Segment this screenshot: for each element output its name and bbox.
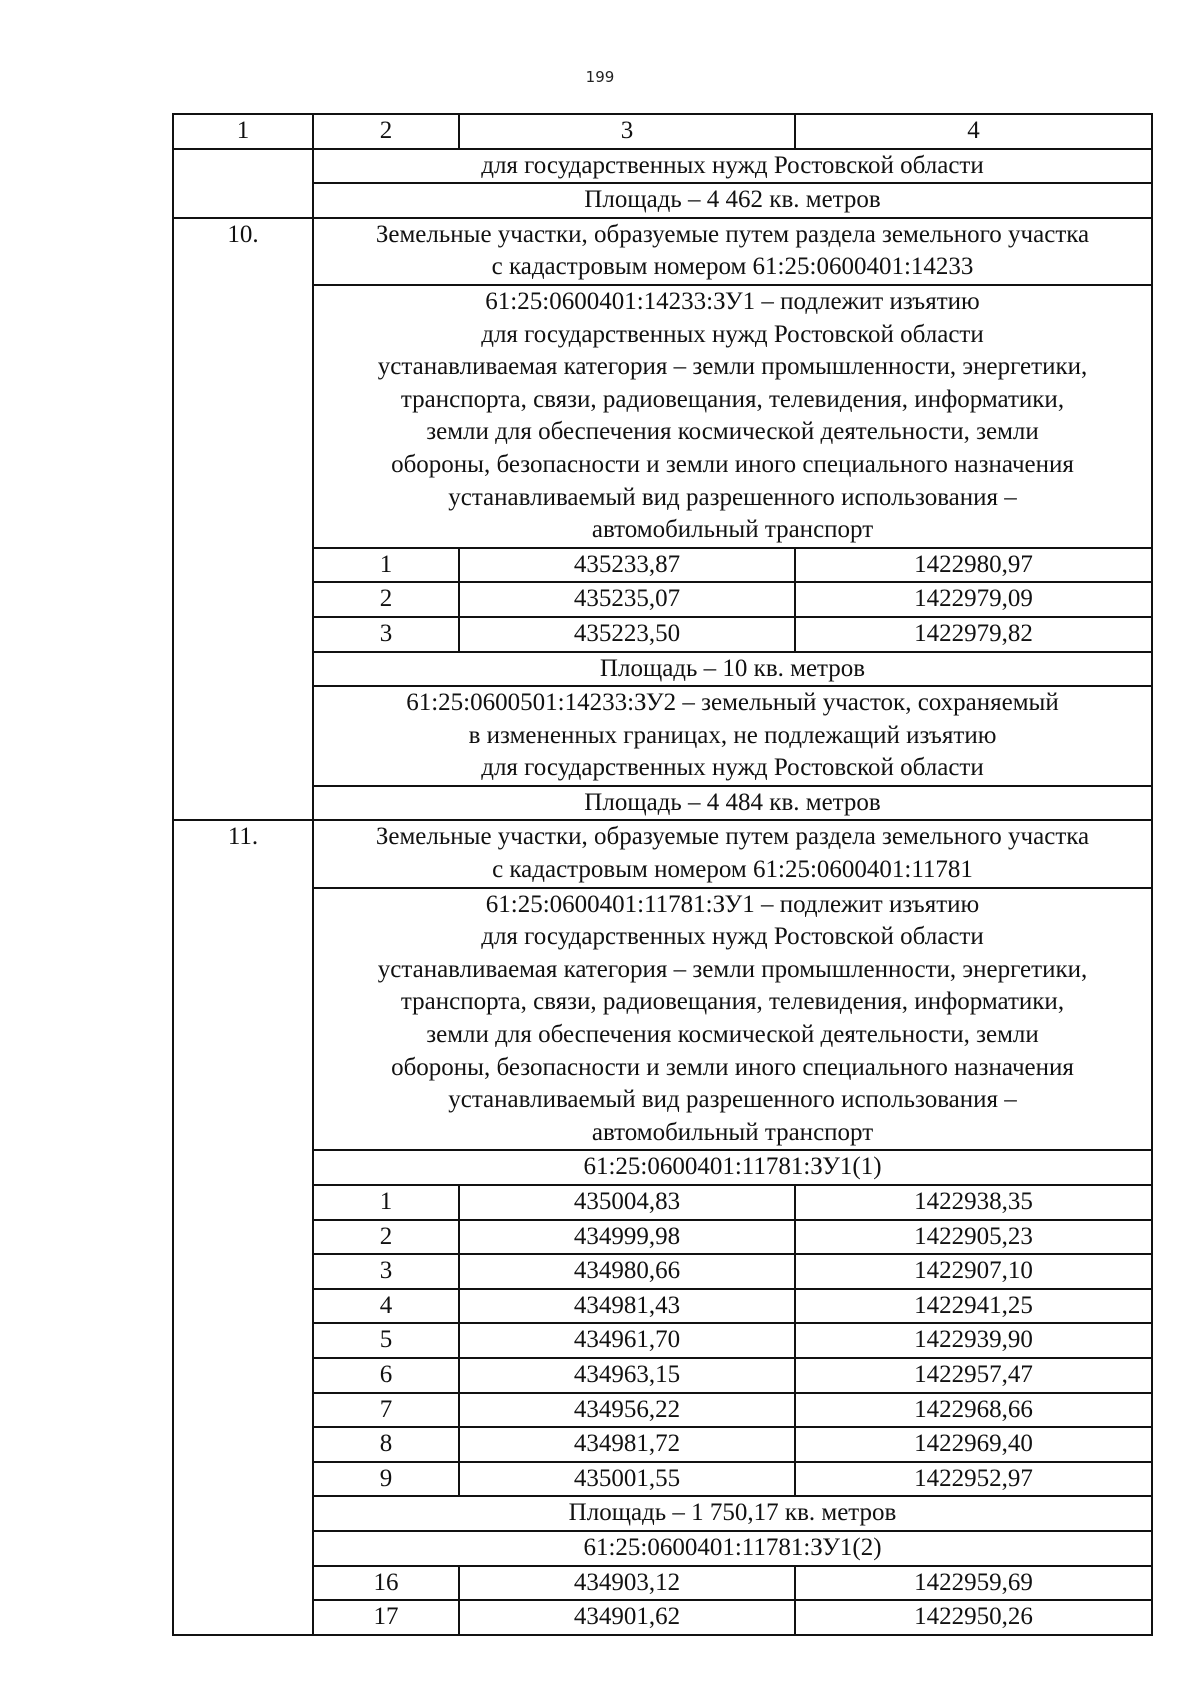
item10-zu2-description: 61:25:0600501:14233:ЗУ2 – земельный участок, сохраняемый в измененных границах, не подлежащий изъятию для государственных нужд Ростовской области xyxy=(313,686,1152,786)
header-row xyxy=(173,114,1152,149)
continued-row xyxy=(173,149,1152,184)
item10-zu1-row xyxy=(173,285,1152,548)
point-number: 2 xyxy=(313,1220,459,1255)
table-row xyxy=(173,1254,1152,1289)
point-y: 1422959,69 xyxy=(795,1566,1152,1601)
point-x: 434999,98 xyxy=(459,1220,795,1255)
contour2-label-row xyxy=(173,1531,1152,1566)
point-x: 434956,22 xyxy=(459,1393,795,1428)
item10-zu1-area: Площадь – 10 кв. метров xyxy=(313,652,1152,687)
item11-title: Земельные участки, образуемые путем раздела земельного участка с кадастровым номером 61:25:0600401:11781 xyxy=(313,820,1152,887)
point-number: 9 xyxy=(313,1462,459,1497)
table-row xyxy=(173,1323,1152,1358)
item10-zu1-description: 61:25:0600401:14233:ЗУ1 – подлежит изъятию для государственных нужд Ростовской области устанавливаемая категория – земли промышленности, энергетики, транспорта, связи, радиовещания, телевидения, информатики, земли для обеспечения космической деятельности, земли обороны, безопасности и земли иного специального назначения устанавливаемый вид разрешенного использования – автомобильный транспорт xyxy=(313,285,1152,548)
point-number: 6 xyxy=(313,1358,459,1393)
item11-zu1-description: 61:25:0600401:11781:ЗУ1 – подлежит изъятию для государственных нужд Ростовской области устанавливаемая категория – земли промышленности, энергетики, транспорта, связи, радиовещания, телевидения, информатики, земли для обеспечения космической деятельности, земли обороны, безопасности и земли иного специального назначения устанавливаемый вид разрешенного использования – автомобильный транспорт xyxy=(313,888,1152,1151)
continued-area: Площадь – 4 462 кв. метров xyxy=(313,183,1152,218)
header-col-3: 3 xyxy=(459,114,795,149)
point-y: 1422941,25 xyxy=(795,1289,1152,1324)
table-row xyxy=(173,1185,1152,1220)
table-row xyxy=(173,1220,1152,1255)
table-row xyxy=(173,1427,1152,1462)
point-x: 435233,87 xyxy=(459,548,795,583)
header-col-4: 4 xyxy=(795,114,1152,149)
point-x: 435004,83 xyxy=(459,1185,795,1220)
item10-title: Земельные участки, образуемые путем раздела земельного участка с кадастровым номером 61:25:0600401:14233 xyxy=(313,218,1152,285)
table-row xyxy=(173,1462,1152,1497)
point-number: 5 xyxy=(313,1323,459,1358)
point-number: 2 xyxy=(313,582,459,617)
continued-area-row xyxy=(173,183,1152,218)
point-number: 7 xyxy=(313,1393,459,1428)
point-x: 434981,72 xyxy=(459,1427,795,1462)
point-number: 3 xyxy=(313,1254,459,1289)
table-row xyxy=(173,1393,1152,1428)
point-y: 1422950,26 xyxy=(795,1600,1152,1635)
item10-title-row xyxy=(173,218,1152,285)
table-row xyxy=(173,1289,1152,1324)
item11-number: 11. xyxy=(173,820,313,1634)
table-row xyxy=(173,1358,1152,1393)
header-col-2: 2 xyxy=(313,114,459,149)
item10-zu2-area-row xyxy=(173,786,1152,821)
point-x: 434980,66 xyxy=(459,1254,795,1289)
point-y: 1422905,23 xyxy=(795,1220,1152,1255)
header-col-1: 1 xyxy=(173,114,313,149)
point-y: 1422952,97 xyxy=(795,1462,1152,1497)
item10-zu1-area-row xyxy=(173,652,1152,687)
point-y: 1422980,97 xyxy=(795,548,1152,583)
contour2-label: 61:25:0600401:11781:ЗУ1(2) xyxy=(313,1531,1152,1566)
table-row xyxy=(173,1600,1152,1635)
contour1-label-row xyxy=(173,1150,1152,1185)
table-row xyxy=(173,582,1152,617)
point-x: 434961,70 xyxy=(459,1323,795,1358)
point-number: 4 xyxy=(313,1289,459,1324)
point-number: 1 xyxy=(313,1185,459,1220)
continued-number-cell xyxy=(173,149,313,218)
item10-zu2-area: Площадь – 4 484 кв. метров xyxy=(313,786,1152,821)
point-y: 1422979,09 xyxy=(795,582,1152,617)
point-y: 1422968,66 xyxy=(795,1393,1152,1428)
table-row xyxy=(173,1566,1152,1601)
item11-zu1-row xyxy=(173,888,1152,1151)
point-number: 16 xyxy=(313,1566,459,1601)
point-x: 434901,62 xyxy=(459,1600,795,1635)
table-row xyxy=(173,548,1152,583)
point-y: 1422969,40 xyxy=(795,1427,1152,1462)
table-row xyxy=(173,617,1152,652)
point-x: 435001,55 xyxy=(459,1462,795,1497)
point-number: 1 xyxy=(313,548,459,583)
point-x: 434903,12 xyxy=(459,1566,795,1601)
point-x: 434981,43 xyxy=(459,1289,795,1324)
item11-title-row xyxy=(173,820,1152,887)
contour1-area: Площадь – 1 750,17 кв. метров xyxy=(313,1496,1152,1531)
point-x: 434963,15 xyxy=(459,1358,795,1393)
point-number: 3 xyxy=(313,617,459,652)
point-x: 435223,50 xyxy=(459,617,795,652)
point-x: 435235,07 xyxy=(459,582,795,617)
point-number: 8 xyxy=(313,1427,459,1462)
item10-number: 10. xyxy=(173,218,313,821)
point-y: 1422938,35 xyxy=(795,1185,1152,1220)
point-y: 1422939,90 xyxy=(795,1323,1152,1358)
point-y: 1422979,82 xyxy=(795,617,1152,652)
contour1-label: 61:25:0600401:11781:ЗУ1(1) xyxy=(313,1150,1152,1185)
point-y: 1422957,47 xyxy=(795,1358,1152,1393)
point-y: 1422907,10 xyxy=(795,1254,1152,1289)
item10-zu2-row xyxy=(173,686,1152,786)
continued-text: для государственных нужд Ростовской области xyxy=(313,149,1152,184)
contour1-area-row xyxy=(173,1496,1152,1531)
coordinates-table xyxy=(172,113,1153,1636)
point-number: 17 xyxy=(313,1600,459,1635)
page-number: 199 xyxy=(585,68,615,86)
